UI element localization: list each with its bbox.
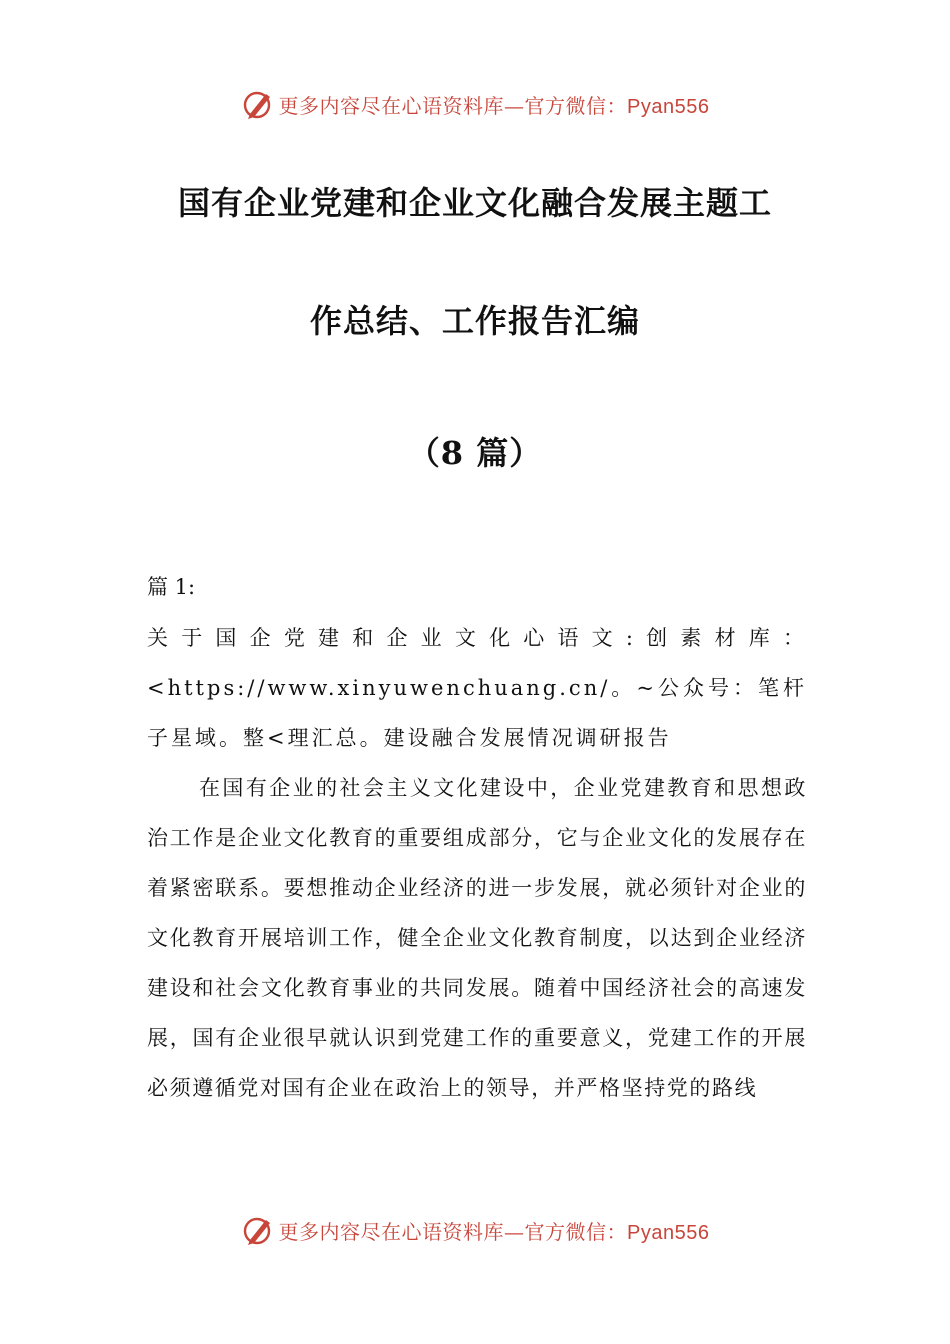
watermark-text: 更多内容尽在心语资料库—官方微信： bbox=[278, 93, 628, 118]
pen-logo-icon bbox=[241, 1213, 275, 1247]
document-title-count: （8 篇） bbox=[407, 434, 543, 472]
section-label: 篇 1: bbox=[147, 575, 196, 599]
document-title-line-2: 作总结、工作报告汇编 bbox=[309, 302, 640, 340]
header-watermark bbox=[0, 82, 950, 126]
watermark-wechat-id: Pyan556 bbox=[627, 1221, 710, 1244]
pen-logo-icon bbox=[241, 87, 275, 121]
body-paragraph: 在国有企业的社会主义文化建设中，企业党建教育和思想政治工作是企业文化教育的重要组成部分，它与企业文化的发展存在着紧密联系。要想推动企业经济的进一步发展，就必须针对企业的文化教育开展培训工作，健全企业文化教育制度，以达到企业经济建设和社会文化教育事业的共同发展。随着中国经济社会的高速发展，国有企业很早就认识到党建工作的重要意义，党建工作的开展必须遵循党对国有企业在政治上的领导，并严格坚持党的路线 bbox=[147, 776, 807, 1100]
intro-paragraph: 关于国企党建和企业文化心语文:创素材库：<https://www.xinyuwenchuang.cn/。~公众号：笔杆子星域。整<理汇总。建设融合发展情况调研报告 bbox=[147, 626, 807, 750]
footer-watermark bbox=[0, 1208, 950, 1252]
watermark-wechat-id: Pyan556 bbox=[627, 95, 710, 118]
document-title-line-1: 国有企业党建和企业文化融合发展主题工 bbox=[177, 184, 772, 222]
watermark-text: 更多内容尽在心语资料库—官方微信： bbox=[278, 1219, 628, 1244]
